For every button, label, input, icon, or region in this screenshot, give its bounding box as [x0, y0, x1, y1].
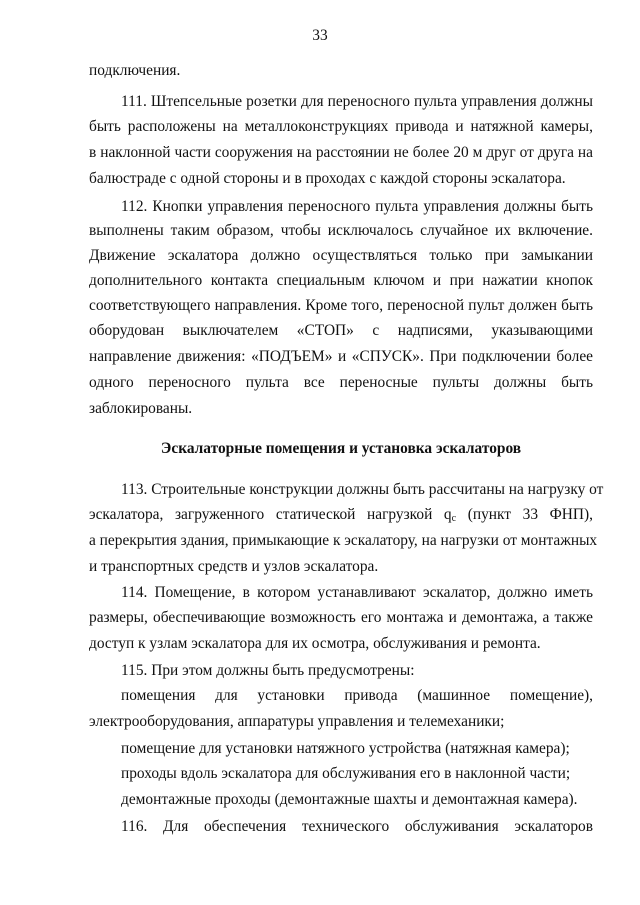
list-item-line: помещения для установки привода (машинное помещение), [121, 687, 593, 704]
text-line: направление движения: «ПОДЪЕМ» и «СПУСК». При подключении более [89, 348, 593, 365]
text-line: соответствующего направления. Кроме того, переносной пульт должен быть [89, 297, 593, 314]
paragraph-113-first-line: 113. Строительные конструкции должны быть рассчитаны на нагрузку от [121, 481, 604, 498]
text-line: а перекрытия здания, примыкающие к эскалатору, на нагрузки от монтажных [89, 532, 598, 549]
subscript: с [451, 513, 457, 524]
text-line: Движение эскалатора должно осуществляться только при замыкании [89, 247, 593, 264]
text-line: выполнены таким образом, чтобы исключалось случайное их включение. [89, 222, 593, 239]
paragraph-114-first-line: 114. Помещение, в котором устанавливают эскалатор, должно иметь [121, 584, 593, 601]
list-item-line: демонтажные проходы (демонтажные шахты и демонтажная камера). [121, 791, 578, 808]
text-line-with-subscript [89, 506, 593, 528]
text-line: доступ к узлам эскалатора для их осмотра, обслуживания и ремонта. [89, 635, 541, 652]
list-item-line: помещение для установки натяжного устройства (натяжная камера); [121, 740, 570, 757]
text-line: быть расположены на металлоконструкциях привода и натяжной камеры, [89, 118, 593, 135]
text-line: и транспортных средств и узлов эскалатора. [89, 558, 379, 575]
text-line: дополнительного контакта специальным ключом и при нажатии кнопок [89, 272, 593, 289]
text-line: заблокированы. [89, 400, 193, 417]
text-fragment: эскалатора, загруженного статической нагрузкой q [89, 506, 452, 523]
list-item-line: проходы вдоль эскалатора для обслуживания его в наклонной части; [121, 765, 571, 782]
text-line: размеры, обеспечивающие возможность его монтажа и демонтажа, а также [89, 609, 593, 626]
paragraph-116-first-line: 116. Для обеспечения технического обслуживания эскалаторов [121, 818, 593, 835]
text-line: в наклонной части сооружения на расстоянии не более 20 м друг от друга на [89, 144, 593, 161]
text-fragment: (пункт 33 ФНП), [456, 506, 594, 523]
text-line: одного переносного пульта все переносные пульты должны быть [89, 374, 593, 391]
paragraph-112-first-line: 112. Кнопки управления переносного пульта управления должны быть [121, 198, 593, 215]
paragraph-115-first-line: 115. При этом должны быть предусмотрены: [121, 662, 415, 679]
page-number: 33 [312, 27, 328, 44]
text-line: электрооборудования, аппаратуры управления и телемеханики; [89, 713, 505, 730]
text-line: балюстраде с одной стороны и в проходах с каждой стороны эскалатора. [89, 170, 566, 187]
section-heading: Эскалаторные помещения и установка эскалаторов [160, 440, 522, 457]
paragraph-111-first-line: 111. Штепсельные розетки для переносного пульта управления должны [121, 93, 593, 110]
text-line: подключения. [89, 62, 181, 79]
text-line: оборудован выключателем «СТОП» с надписями, указывающими [89, 322, 593, 339]
